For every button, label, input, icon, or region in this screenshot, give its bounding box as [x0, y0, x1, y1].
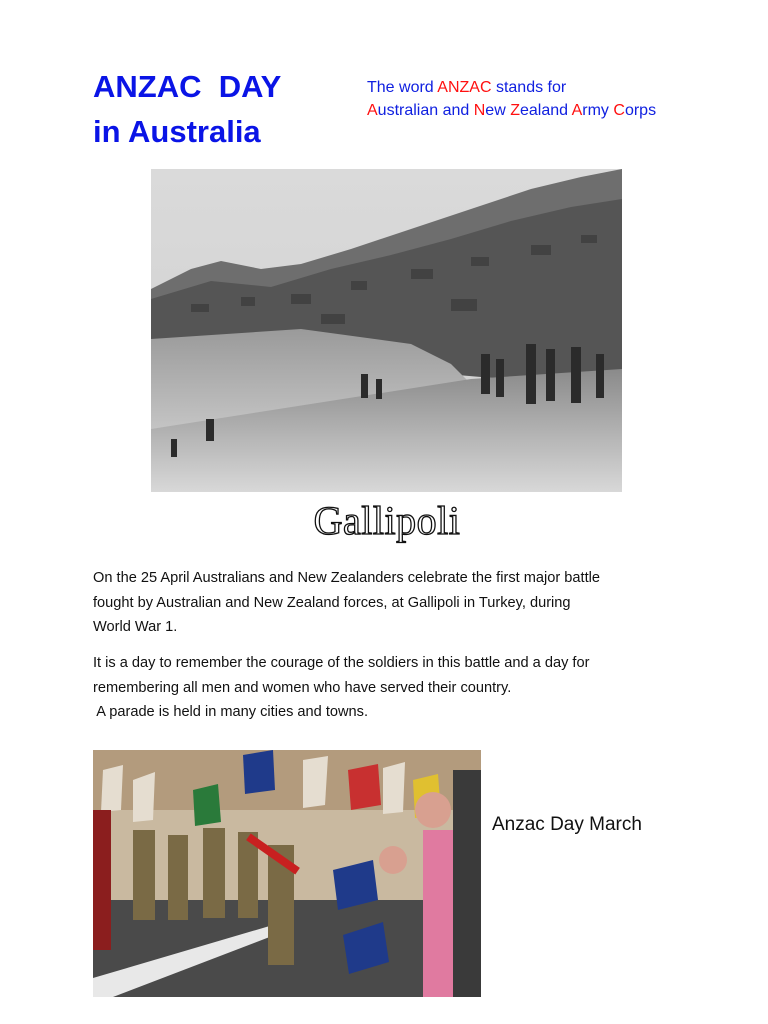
paragraph-battle	[93, 566, 693, 640]
gallipoli-photo-art	[151, 169, 622, 492]
initial-z: Z	[510, 102, 520, 119]
march-caption: Anzac Day March	[492, 814, 642, 835]
para1-line-1: On the 25 April Australians and New Zealanders celebrate the first major battle	[93, 570, 600, 586]
initial-n: N	[473, 102, 486, 119]
page-title	[93, 64, 353, 154]
title-line-2: in Australia	[93, 114, 261, 149]
word-army: rmy	[582, 102, 614, 119]
anzac-march-photo	[93, 750, 481, 997]
para2-line-1: It is a day to remember the courage of the soldiers in this battle and a day for	[93, 655, 590, 671]
definition-suffix: stands for	[491, 79, 567, 96]
para1-line-3: World War 1.	[93, 619, 178, 635]
word-australian: ustralian	[377, 102, 443, 119]
para2-line-3: A parade is held in many cities and towns.	[93, 704, 369, 720]
definition-line-1	[367, 76, 757, 99]
title-line-1: ANZAC DAY	[93, 69, 282, 104]
word-zealand: ealand	[519, 102, 572, 119]
paragraph-remembrance	[93, 651, 693, 725]
para2-line-2: remembering all men and women who have served their country.	[93, 679, 512, 696]
initial-a2: A	[571, 102, 583, 119]
anzac-acronym: ANZAC	[437, 79, 492, 96]
initial-c: C	[613, 102, 625, 119]
word-new: ew	[485, 102, 511, 119]
anzac-definition	[367, 76, 757, 122]
word-and: and	[442, 102, 474, 119]
initial-a1: A	[367, 102, 378, 119]
definition-line-2	[367, 99, 757, 122]
gallipoli-historic-photo	[151, 169, 622, 492]
word-corps: orps	[624, 102, 657, 119]
definition-intro: The word	[367, 79, 438, 96]
para1-line-2: fought by Australian and New Zealand forces, at Gallipoli in Turkey, during	[93, 594, 571, 611]
march-photo-art	[93, 750, 481, 997]
gallipoli-heading: Gallipoli	[313, 498, 461, 543]
